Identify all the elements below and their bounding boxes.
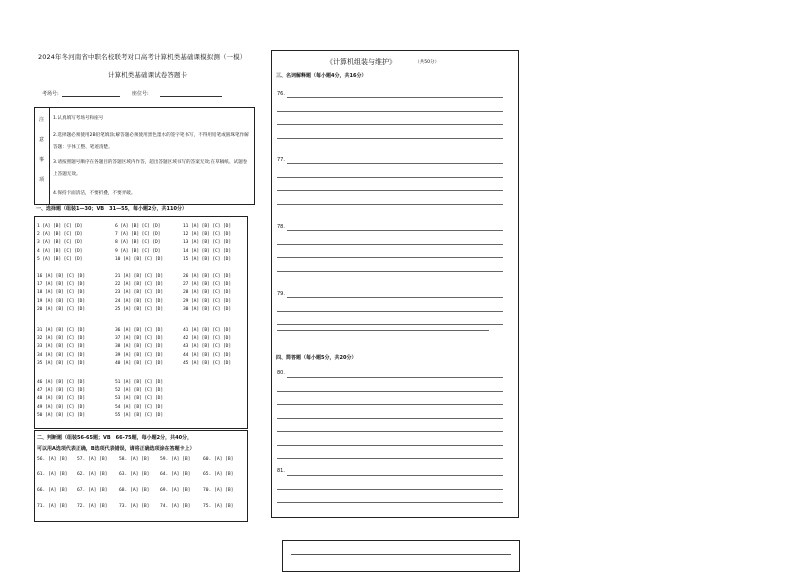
answer-line[interactable]	[277, 244, 503, 245]
mc-question-49[interactable]: 49 [A] [B] [C] [D]	[37, 404, 85, 410]
mc-question-55[interactable]: 55 [A] [B] [C] [D]	[115, 412, 163, 418]
mc-question-48[interactable]: 48 [A] [B] [C] [D]	[37, 396, 85, 402]
mc-question-25[interactable]: 25 [A] [B] [C] [D]	[115, 306, 163, 312]
tf-question-66[interactable]: 66. [A] [B]	[37, 488, 68, 493]
answer-line[interactable]	[277, 177, 503, 178]
mc-question-54[interactable]: 54 [A] [B] [C] [D]	[115, 404, 163, 410]
tf-question-60[interactable]: 60. [A] [B]	[203, 457, 234, 462]
question-number: 77.	[277, 157, 285, 163]
answer-line[interactable]	[277, 404, 503, 405]
section2-heading-line2: 可以用A选项代表正确，B选项代表错误，请将正确选项涂在答题卡上）	[37, 446, 195, 452]
answer-line[interactable]	[277, 257, 503, 258]
notice-label-char: 注	[39, 117, 45, 123]
mc-question-7[interactable]: 7 [A] [B] [C] [D]	[115, 232, 161, 238]
seat-label: 座位号:	[132, 91, 149, 97]
mc-question-53[interactable]: 53 [A] [B] [C] [D]	[115, 396, 163, 402]
mc-question-30[interactable]: 30 [A] [B] [C] [D]	[183, 306, 231, 312]
answer-line[interactable]	[277, 391, 503, 392]
question-number: 80.	[277, 370, 285, 376]
mc-question-24[interactable]: 24 [A] [B] [C] [D]	[115, 298, 163, 304]
tf-question-63[interactable]: 63. [A] [B]	[119, 472, 150, 477]
answer-line[interactable]	[277, 311, 503, 312]
mc-question-20[interactable]: 20 [A] [B] [C] [D]	[37, 306, 85, 312]
answer-line[interactable]	[277, 111, 503, 112]
seat-field[interactable]	[160, 96, 222, 97]
mc-question-10[interactable]: 10 [A] [B] [C] [D]	[115, 256, 163, 262]
mc-question-41[interactable]: 41 [A] [B] [C] [D]	[183, 328, 231, 333]
question-number: 76.	[277, 91, 285, 97]
mc-question-12[interactable]: 12 [A] [B] [C] [D]	[183, 232, 231, 238]
section1-heading: 一、选择题（组装1—30；VB 31—55，每小题2分，共110分）	[36, 206, 187, 212]
answer-line[interactable]	[277, 418, 503, 419]
section3-heading: 三、名词解释题（每小题4分，共16分）	[276, 73, 367, 79]
essay-panel	[271, 50, 519, 518]
answer-line[interactable]	[287, 377, 503, 378]
notice-item: 4.保持卡面清洁，不要折叠，不要弄破。	[53, 191, 136, 196]
tf-question-73[interactable]: 73. [A] [B]	[119, 504, 150, 509]
tf-question-69[interactable]: 69. [A] [B]	[160, 488, 191, 493]
answer-sheet-subtitle: 计算机类基础课试卷答题卡	[108, 71, 188, 79]
mc-question-37[interactable]: 37 [A] [B] [C] [D]	[115, 336, 163, 342]
answer-line[interactable]	[277, 190, 503, 191]
mc-question-27[interactable]: 27 [A] [B] [C] [D]	[183, 282, 231, 288]
tf-question-61[interactable]: 61. [A] [B]	[37, 472, 68, 477]
exam-room-label: 考场号:	[42, 91, 59, 97]
mc-question-15[interactable]: 15 [A] [B] [C] [D]	[183, 256, 231, 262]
mc-question-19[interactable]: 19 [A] [B] [C] [D]	[37, 298, 85, 304]
mc-question-50[interactable]: 50 [A] [B] [C] [D]	[37, 412, 85, 418]
notice-item: 2.选择题必须使用2B铅笔填涂;解答题必须使用黑色墨水的签字笔书写，不得用铅笔或圆珠笔作解答题：字体工整、笔迹清楚。	[53, 133, 249, 150]
mc-question-8[interactable]: 8 [A] [B] [C] [D]	[115, 240, 161, 246]
answer-line[interactable]	[287, 97, 503, 98]
course-title: 《计算机组装与维护》	[326, 58, 396, 66]
notice-box	[34, 107, 255, 205]
answer-line[interactable]	[277, 502, 503, 503]
tf-question-75[interactable]: 75. [A] [B]	[203, 504, 234, 509]
mc-question-45[interactable]: 45 [A] [B] [C] [D]	[183, 360, 231, 366]
course-score: （共50分）	[415, 60, 440, 65]
answer-line[interactable]	[277, 489, 503, 490]
mc-question-33[interactable]: 33 [A] [B] [C] [D]	[37, 344, 85, 350]
section4-heading: 四、简答题（每小题5分，共20分）	[276, 355, 357, 361]
tf-question-56[interactable]: 56. [A] [B]	[37, 457, 68, 462]
mc-question-22[interactable]: 22 [A] [B] [C] [D]	[115, 282, 163, 288]
answer-line[interactable]	[277, 324, 503, 325]
mc-question-13[interactable]: 13 [A] [B] [C] [D]	[183, 240, 231, 246]
mc-question-11[interactable]: 11 [A] [B] [C] [D]	[183, 224, 231, 229]
answer-line[interactable]	[277, 458, 503, 459]
mc-question-42[interactable]: 42 [A] [B] [C] [D]	[183, 336, 231, 342]
answer-line[interactable]	[291, 554, 511, 555]
tf-question-71[interactable]: 71. [A] [B]	[37, 504, 68, 509]
mc-question-6[interactable]: 6 [A] [B] [C] [D]	[115, 224, 161, 229]
mc-question-47[interactable]: 47 [A] [B] [C] [D]	[37, 388, 85, 394]
mc-question-9[interactable]: 9 [A] [B] [C] [D]	[115, 248, 161, 254]
mc-question-16[interactable]: 16 [A] [B] [C] [D]	[37, 274, 85, 279]
tf-question-74[interactable]: 74. [A] [B]	[160, 504, 191, 509]
answer-line[interactable]	[277, 138, 503, 139]
answer-line[interactable]	[277, 330, 489, 331]
mc-question-23[interactable]: 23 [A] [B] [C] [D]	[115, 290, 163, 296]
answer-line[interactable]	[277, 204, 503, 205]
tf-question-72[interactable]: 72. [A] [B]	[77, 504, 108, 509]
mc-question-51[interactable]: 51 [A] [B] [C] [D]	[115, 380, 163, 385]
notice-label-char: 项	[39, 177, 45, 183]
mc-question-18[interactable]: 18 [A] [B] [C] [D]	[37, 290, 85, 296]
tf-question-57[interactable]: 57. [A] [B]	[77, 457, 108, 462]
mc-question-46[interactable]: 46 [A] [B] [C] [D]	[37, 380, 85, 385]
mc-question-40[interactable]: 40 [A] [B] [C] [D]	[115, 360, 163, 366]
tf-question-64[interactable]: 64. [A] [B]	[160, 472, 191, 477]
question-number: 78.	[277, 224, 285, 230]
answer-line[interactable]	[287, 230, 503, 231]
tf-question-59[interactable]: 59. [A] [B]	[160, 457, 191, 462]
notice-item: 1.认真填写考场号和座号	[53, 116, 104, 121]
notice-item: 3.请按照题号顺序在各题目的答题区域内作答，超出答题区域书写的答案无效;在草稿纸、试题卷上答题无效。	[53, 160, 248, 177]
mc-question-28[interactable]: 28 [A] [B] [C] [D]	[183, 290, 231, 296]
question-number: 79.	[277, 291, 285, 297]
mc-question-52[interactable]: 52 [A] [B] [C] [D]	[115, 388, 163, 394]
tf-question-68[interactable]: 68. [A] [B]	[119, 488, 150, 493]
mc-question-21[interactable]: 21 [A] [B] [C] [D]	[115, 274, 163, 279]
mc-question-44[interactable]: 44 [A] [B] [C] [D]	[183, 352, 231, 358]
mc-question-5[interactable]: 5 [A] [B] [C] [D]	[37, 256, 83, 262]
answer-line[interactable]	[277, 445, 503, 446]
section2-heading-line1: 二、判断题（组装56-65题；VB 66-75题，每小题2分，共40分，	[37, 435, 193, 441]
answer-line[interactable]	[287, 297, 503, 298]
next-page-box	[282, 540, 520, 572]
mc-question-43[interactable]: 43 [A] [B] [C] [D]	[183, 344, 231, 350]
mc-question-4[interactable]: 4 [A] [B] [C] [D]	[37, 248, 83, 254]
mc-question-35[interactable]: 35 [A] [B] [C] [D]	[37, 360, 85, 366]
mc-question-3[interactable]: 3 [A] [B] [C] [D]	[37, 240, 83, 246]
mc-question-36[interactable]: 36 [A] [B] [C] [D]	[115, 328, 163, 333]
answer-line[interactable]	[277, 431, 503, 432]
tf-question-65[interactable]: 65. [A] [B]	[203, 472, 234, 477]
notice-label-char: 事	[39, 157, 45, 163]
mc-question-17[interactable]: 17 [A] [B] [C] [D]	[37, 282, 85, 288]
tf-question-62[interactable]: 62. [A] [B]	[77, 472, 108, 477]
answer-line[interactable]	[277, 124, 503, 125]
mc-question-31[interactable]: 31 [A] [B] [C] [D]	[37, 328, 85, 333]
exam-title: 2024年冬河南省中职名校联考对口高考计算机类基础课模拟测（一模）	[38, 53, 247, 61]
mc-question-2[interactable]: 2 [A] [B] [C] [D]	[37, 232, 83, 238]
mc-question-14[interactable]: 14 [A] [B] [C] [D]	[183, 248, 231, 254]
mc-question-29[interactable]: 29 [A] [B] [C] [D]	[183, 298, 231, 304]
mc-question-32[interactable]: 32 [A] [B] [C] [D]	[37, 336, 85, 342]
notice-divider	[49, 108, 50, 204]
tf-question-70[interactable]: 70. [A] [B]	[203, 488, 234, 493]
exam-room-field[interactable]	[62, 96, 120, 97]
tf-question-67[interactable]: 67. [A] [B]	[77, 488, 108, 493]
answer-line[interactable]	[277, 271, 503, 272]
mc-question-38[interactable]: 38 [A] [B] [C] [D]	[115, 344, 163, 350]
mc-question-34[interactable]: 34 [A] [B] [C] [D]	[37, 352, 85, 358]
mc-question-39[interactable]: 39 [A] [B] [C] [D]	[115, 352, 163, 358]
notice-label-char: 意	[39, 137, 45, 143]
answer-line[interactable]	[287, 163, 503, 164]
question-number: 81.	[277, 468, 285, 474]
mc-question-26[interactable]: 26 [A] [B] [C] [D]	[183, 274, 231, 279]
answer-line[interactable]	[287, 475, 503, 476]
mc-question-1[interactable]: 1 [A] [B] [C] [D]	[37, 224, 83, 229]
tf-question-58[interactable]: 58. [A] [B]	[119, 457, 150, 462]
